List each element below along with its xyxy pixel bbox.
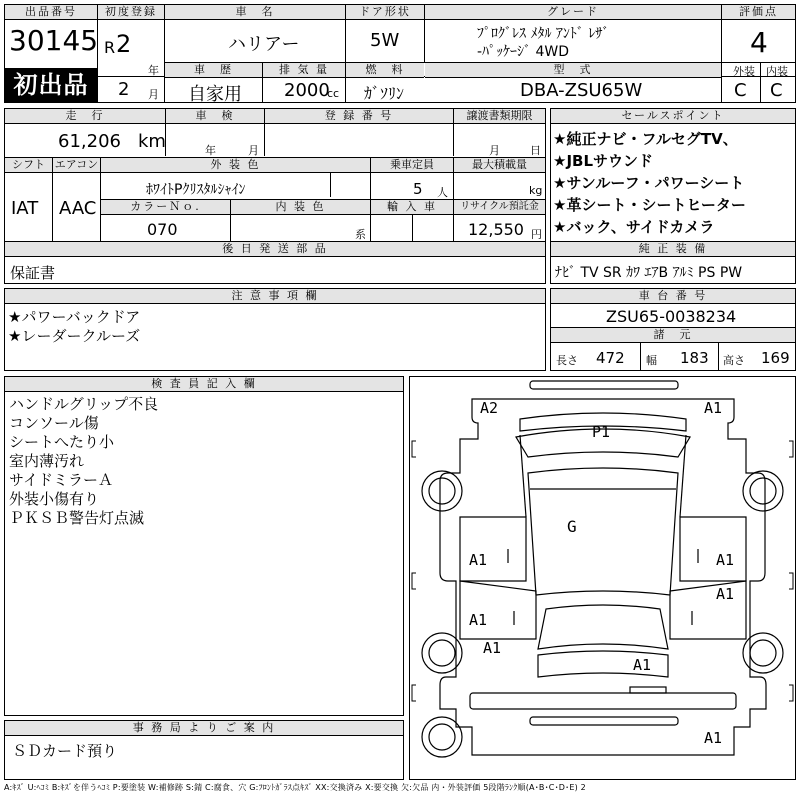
reg-month: 2	[118, 79, 130, 100]
inspector-label: 検 査 員 記 入 欄	[5, 377, 403, 392]
note-item: ★パワーバックドア	[8, 308, 141, 326]
later-parts: 保証書	[10, 264, 56, 282]
shift: IAT	[11, 198, 39, 219]
ext-color: ﾎﾜｲﾄPｸﾘｽﾀﾙｼｬｲﾝ	[146, 182, 246, 198]
transfer-label: 譲渡書類期限	[454, 109, 545, 124]
chassis-label: 車 台 番 号	[551, 289, 795, 304]
fuel: ｶﾞｿﾘﾝ	[364, 84, 405, 103]
first-listing-badge: 初出品	[5, 68, 97, 102]
length: 472	[596, 349, 625, 367]
capacity-label: 乗車定員	[371, 158, 453, 173]
inspector-item: シートへたり小	[9, 433, 115, 451]
inspection-label: 車 検	[166, 109, 264, 124]
displacement: 2000	[284, 80, 330, 101]
sales-point-item: ★純正ナビ・フルセグTV、	[553, 130, 738, 148]
dims-label: 諸 元	[551, 328, 795, 343]
mark-a1-left-rear-door: A1	[469, 611, 488, 629]
load-label: 最大積載量	[454, 158, 545, 173]
mark-a1-right-front-door: A1	[716, 551, 735, 569]
mark-a1-right-rear-door: A1	[716, 585, 735, 603]
mileage: 61,206	[58, 131, 121, 152]
sales-points-list	[553, 128, 746, 238]
mark-a2-front-left: A2	[480, 399, 499, 417]
height-label: 高さ	[723, 354, 745, 367]
displacement-label: 排 気 量	[263, 63, 345, 78]
era: R	[104, 38, 116, 57]
shift-label: シフト	[5, 158, 52, 173]
note-item: ★レーダークルーズ	[8, 327, 141, 345]
car-name-label: 車 名	[165, 5, 345, 20]
model-code-label: 型 式	[425, 63, 721, 78]
equipment-label: 純 正 装 備	[551, 242, 795, 257]
office-text: ＳＤカード預り	[12, 742, 118, 760]
history-label: 車 歴	[165, 63, 262, 78]
color-no: 070	[147, 220, 178, 239]
int-color-unit: 系	[355, 228, 366, 241]
displacement-unit: cc	[327, 87, 340, 100]
inspector-list	[9, 395, 158, 528]
color-no-label: カラーＮｏ.	[101, 200, 230, 215]
length-label: 長さ	[556, 354, 578, 367]
ext-color-label: 外 装 色	[101, 158, 370, 173]
transfer-month-unit: 月	[489, 144, 500, 157]
chassis-number: ZSU65-0038234	[606, 307, 737, 326]
inspector-item: 外装小傷有り	[9, 490, 100, 508]
interior-label: 内装	[766, 65, 788, 78]
plate-label: 登 録 番 号	[265, 109, 453, 124]
grade-line1: ﾌﾟﾛｸﾞﾚｽ ﾒﾀﾙ ｱﾝﾄﾞ ﾚｻﾞ	[477, 26, 610, 42]
interior-grade: C	[770, 80, 783, 101]
month-unit: 月	[148, 88, 159, 101]
mileage-label: 走 行	[5, 109, 165, 124]
sales-points-label: セールスポイント	[551, 109, 795, 124]
inspection-year-unit: 年	[205, 144, 216, 157]
load-unit: kg	[529, 184, 543, 197]
fuel-label: 燃 料	[346, 63, 424, 78]
score: 4	[750, 26, 768, 59]
inspector-item: コンソール傷	[9, 414, 99, 432]
height: 169	[761, 349, 790, 367]
int-color-label: 内 装 色	[231, 200, 370, 215]
mark-p1-windshield: P1	[592, 423, 611, 441]
first-reg-label: 初度登録	[98, 5, 164, 20]
history: 自家用	[188, 84, 242, 105]
ac: AAC	[59, 198, 97, 219]
mileage-unit: km	[138, 131, 166, 152]
width-label: 幅	[646, 354, 657, 367]
inspection-month-unit: 月	[248, 144, 259, 157]
sales-point-item: ★バック、サイドカメラ	[553, 218, 715, 236]
capacity-unit: 人	[437, 186, 448, 199]
mark-a1-rear-bumper: A1	[704, 729, 723, 747]
mark-a1-left-front-door: A1	[469, 551, 488, 569]
recycle: 12,550	[468, 220, 524, 239]
later-parts-label: 後 日 発 送 部 品	[5, 242, 545, 257]
equipment: ﾅﾋﾞ TV SR ｶﾜ ｴｱB ｱﾙﾐ PS PW	[555, 265, 743, 281]
model-code: DBA-ZSU65W	[520, 80, 643, 101]
mark-a1-rear-glass: A1	[633, 656, 652, 674]
reg-year: 2	[116, 30, 132, 58]
recycle-unit: 円	[531, 228, 542, 241]
door-type: 5W	[370, 30, 400, 51]
lot-number-label: 出品番号	[5, 5, 97, 20]
inspector-item: サイドミラーＡ	[9, 471, 113, 489]
recycle-label: リサイクル預託金	[454, 200, 545, 215]
grade-label: グレード	[425, 5, 721, 20]
sales-point-item: ★サンルーフ・パワーシート	[553, 174, 745, 192]
mark-a1-front-right: A1	[704, 399, 723, 417]
inspector-item: ＰＫＳＢ警告灯点滅	[9, 509, 145, 527]
exterior-label: 外装	[733, 65, 755, 78]
ac-label: エアコン	[54, 158, 99, 171]
lot-number: 30145	[9, 24, 99, 57]
inspector-item: 室内薄汚れ	[9, 452, 85, 470]
capacity: 5	[413, 180, 423, 198]
notes-label: 注 意 事 項 欄	[5, 289, 545, 304]
mark-g-roof: G	[567, 517, 577, 536]
notes-list	[8, 308, 140, 346]
exterior-grade: C	[734, 80, 747, 101]
grade-line2: -ﾊﾟｯｹｰｼﾞ 4WD	[477, 44, 570, 60]
legend: A:ｷｽﾞ U:ﾍｺﾐ B:ｷｽﾞを伴うﾍｺﾐ P:要塗装 W:補修跡 S:錆 C:腐食、穴 G:ﾌﾛﾝﾄｶﾞﾗｽ点ｷｽﾞ XX:交換済み X:要交換 欠:欠品 内・外装評価 5段階ﾗﾝｸ順(A･B･C･D･E) 2	[4, 783, 586, 792]
year-unit: 年	[148, 64, 159, 77]
transfer-day-unit: 日	[530, 144, 541, 157]
import-label: 輸 入 車	[371, 200, 453, 215]
sales-point-item: ★JBLサウンド	[553, 152, 654, 170]
width: 183	[680, 349, 709, 367]
door-label: ドア形状	[346, 5, 424, 20]
damage-diagram	[409, 376, 796, 780]
mark-a1-left-quarter: A1	[483, 639, 502, 657]
sales-point-item: ★革シート・シートヒーター	[553, 196, 746, 214]
score-label: 評価点	[722, 5, 795, 20]
inspector-item: ハンドルグリップ不良	[9, 395, 159, 413]
office-label: 事 務 局 よ り ご 案 内	[5, 721, 403, 736]
car-name: ハリアー	[228, 34, 300, 55]
